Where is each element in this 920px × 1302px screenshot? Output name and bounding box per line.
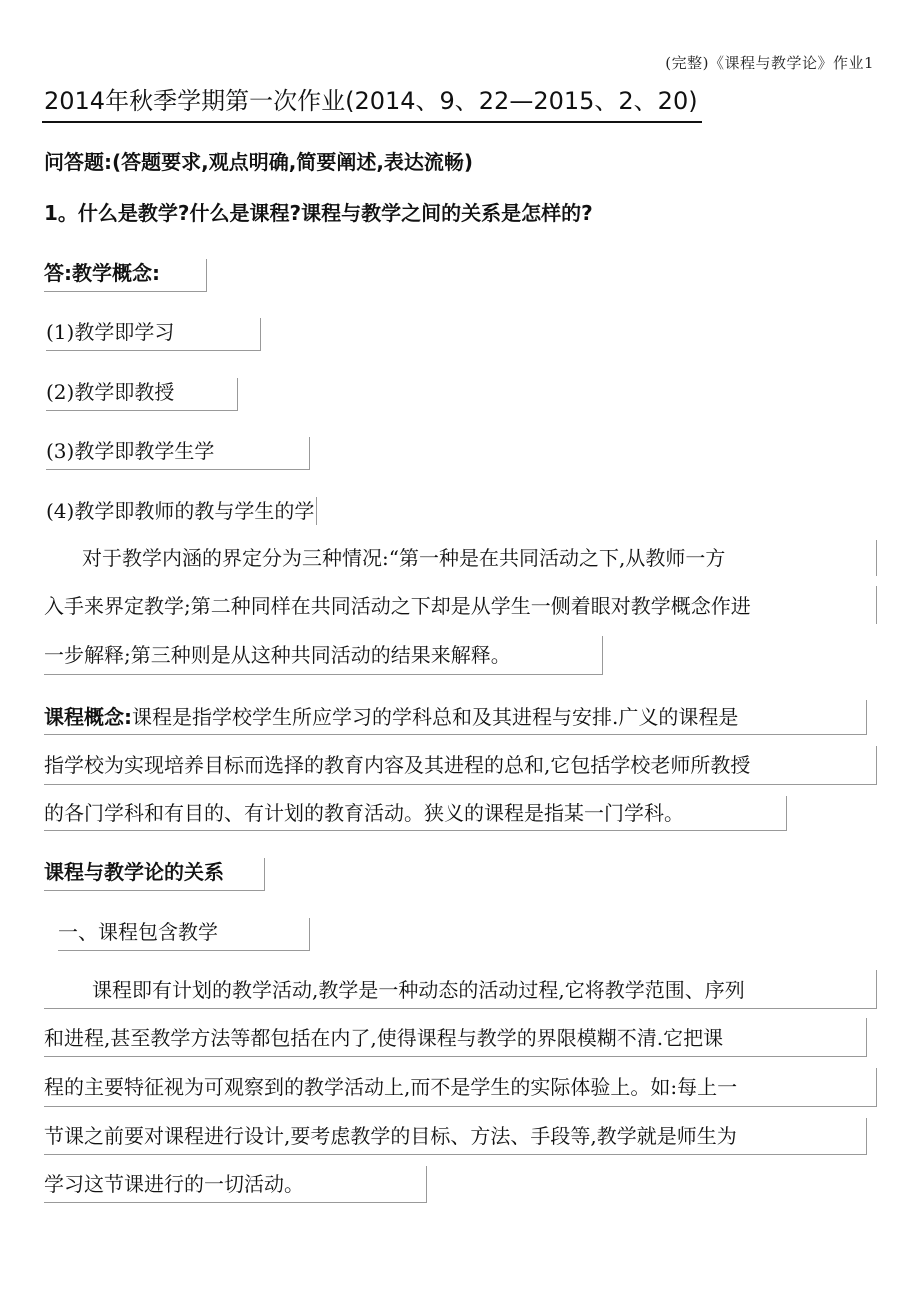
section-line: 课程即有计划的教学活动,教学是一种动态的活动过程,它将教学范围、序列 xyxy=(92,978,745,1002)
curriculum-line: 指学校为实现培养目标而选择的教育内容及其进程的总和,它包括学校老师所教授 xyxy=(44,753,751,777)
section-line: 学习这节课进行的一切活动。 xyxy=(44,1172,304,1196)
page-title: 2014年秋季学期第一次作业(2014、9、22—2015、2、20) xyxy=(44,87,698,115)
definition-line: 入手来界定教学;第二种同样在共同活动之下却是从学生一侧着眼对教学概念作进 xyxy=(44,594,751,618)
curriculum-text: 课程是指学校学生所应学习的学科总和及其进程与安排.广义的课程是 xyxy=(132,705,739,729)
instruction: 问答题:(答题要求,观点明确,简要阐述,表达流畅) xyxy=(44,150,474,174)
section-heading: 一、课程包含教学 xyxy=(58,918,310,951)
curriculum-line xyxy=(44,703,738,731)
title-underline xyxy=(42,121,702,123)
concept-item: (1)教学即学习 xyxy=(46,318,261,351)
running-head: (完整)《课程与教学论》作业1 xyxy=(665,54,874,72)
section-line: 程的主要特征视为可观察到的教学活动上,而不是学生的实际体验上。如:每上一 xyxy=(44,1075,738,1099)
section-line: 节课之前要对课程进行设计,要考虑教学的目标、方法、手段等,教学就是师生为 xyxy=(44,1124,737,1148)
curriculum-label: 课程概念: xyxy=(44,705,132,729)
definition-line: 一步解释;第三种则是从这种共同活动的结果来解释。 xyxy=(44,643,511,667)
section-line: 和进程,甚至教学方法等都包括在内了,使得课程与教学的界限模糊不清.它把课 xyxy=(44,1026,724,1050)
concept-item: (4)教学即教师的教与学生的学 xyxy=(46,497,317,525)
concept-item: (2)教学即教授 xyxy=(46,378,238,411)
definition-line: 对于教学内涵的界定分为三种情况:“第一种是在共同活动之下,从教师一方 xyxy=(82,546,726,570)
relation-heading: 课程与教学论的关系 xyxy=(44,858,265,891)
question: 1。什么是教学?什么是课程?课程与教学之间的关系是怎样的? xyxy=(44,201,593,225)
curriculum-line: 的各门学科和有目的、有计划的教育活动。狭义的课程是指某一门学科。 xyxy=(44,801,684,825)
concept-item: (3)教学即教学生学 xyxy=(46,437,310,470)
answer-heading: 答:教学概念: xyxy=(44,259,207,292)
